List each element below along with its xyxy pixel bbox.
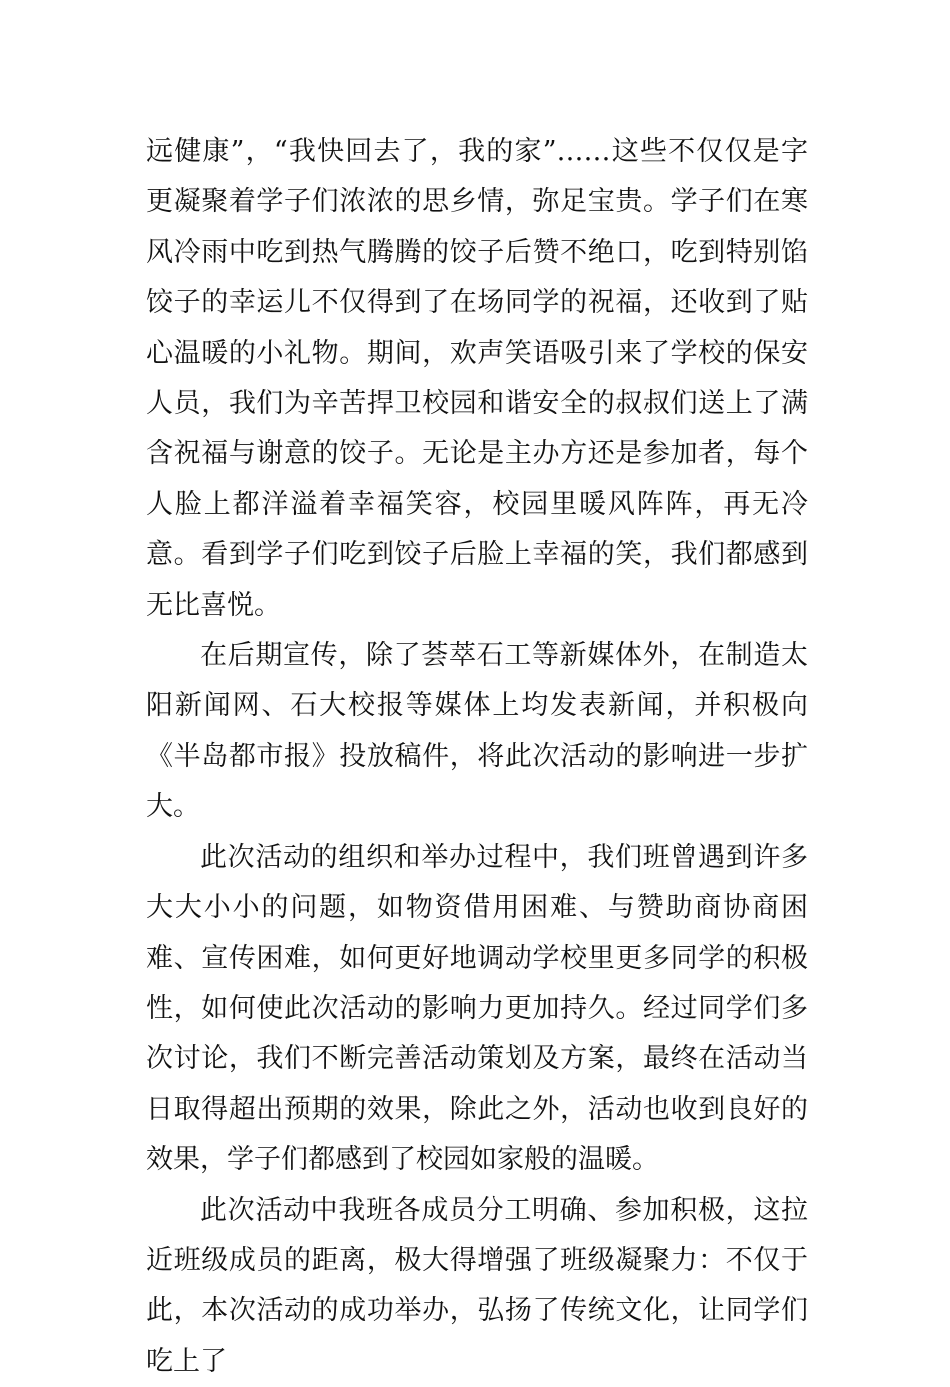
paragraph-4: 此次活动中我班各成员分工明确、参加积极，这拉近班级成员的距离，极大得增强了班级凝聚力：不仅于此，本次活动的成功举办，弘扬了传统文化，让同学们吃上了 <box>146 1194 808 1377</box>
paragraph-2: 在后期宣传，除了荟萃石工等新媒体外，在制造太阳新闻网、石大校报等媒体上均发表新闻，并积极向《半岛都市报》投放稿件，将此次活动的影响进一步扩大。 <box>146 640 808 823</box>
paragraph-1: 远健康”，“我快回去了，我的家”……这些不仅仅是字更凝聚着学子们浓浓的思乡情，弥足宝贵。学子们在寒风冷雨中吃到热气腾腾的饺子后赞不绝口，吃到特别馅饺子的幸运儿不仅得到了在场同学的祝福，还收到了贴心温暖的小礼物。期间，欢声笑语吸引来了学校的保安人员，我们为辛苦捍卫校园和谐安全的叔叔们送上了满含祝福与谢意的饺子。无论是主办方还是参加者，每个人脸上都洋溢着幸福笑容，校园里暖风阵阵，再无冷意。看到学子们吃到饺子后脸上幸福的笑，我们都感到无比喜悦。 <box>146 136 808 621</box>
paragraph-3: 此次活动的组织和举办过程中，我们班曾遇到许多大大小小的问题，如物资借用困难、与赞助商协商困难、宣传困难，如何更好地调动学校里更多同学的积极性，如何使此次活动的影响力更加持久。经过同学们多次讨论，我们不断完善活动策划及方案，最终在活动当日取得超出预期的效果，除此之外，活动也收到良好的效果，学子们都感到了校园如家般的温暖。 <box>146 841 808 1176</box>
body-text <box>146 127 808 1387</box>
